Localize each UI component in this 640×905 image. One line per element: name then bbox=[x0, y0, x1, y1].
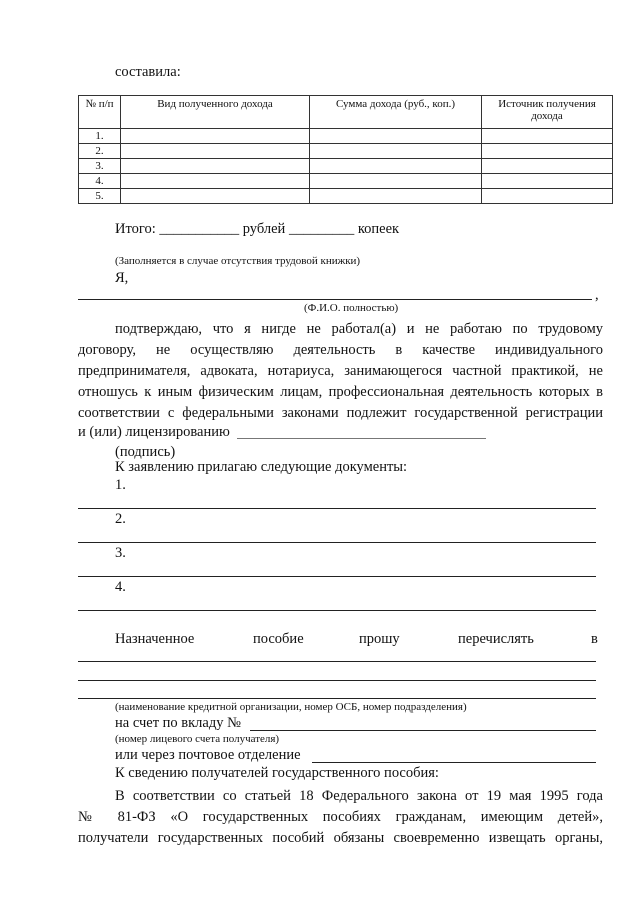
income-type-cell[interactable] bbox=[121, 129, 310, 144]
payment-word-1: Назначенное bbox=[115, 631, 195, 647]
payment-word-3: прошу bbox=[359, 631, 400, 647]
table-row bbox=[79, 129, 613, 144]
income-source-cell[interactable] bbox=[482, 174, 613, 189]
declaration-line-4: отношусь к иным физическим лицам, профессиональная деятельность которых в bbox=[78, 384, 603, 400]
notice-line-3: получатели государственных пособий обязаны своевременно извещать органы, bbox=[78, 830, 603, 846]
total-kop-blank[interactable]: _________ bbox=[288, 221, 355, 237]
header-income-sum: Сумма дохода (руб., коп.) bbox=[310, 96, 482, 129]
income-table bbox=[78, 95, 613, 204]
income-type-cell[interactable] bbox=[121, 174, 310, 189]
table-row bbox=[79, 174, 613, 189]
income-sum-cell[interactable] bbox=[310, 174, 482, 189]
declaration-line-5: соответствии с федеральными законами подлежит государственной регистрации bbox=[78, 405, 603, 421]
declaration-line-2: договору, не осуществляю деятельность в качестве индивидуального bbox=[78, 342, 603, 358]
declaration-line-3: предпринимателя, адвоката, нотариуса, занимающегося частной практикой, не bbox=[78, 363, 603, 379]
income-type-cell[interactable] bbox=[121, 189, 310, 204]
attachment-field-3[interactable] bbox=[78, 576, 596, 577]
bank-field-2[interactable] bbox=[78, 680, 596, 681]
header-income-source: Источник получения дохода bbox=[482, 96, 613, 129]
header-income-type: Вид полученного дохода bbox=[121, 96, 310, 129]
income-sum-cell[interactable] bbox=[310, 189, 482, 204]
attachments-title: К заявлению прилагаю следующие документы: bbox=[115, 459, 408, 475]
total-rub-unit: рублей bbox=[242, 221, 286, 237]
attachment-item-3: 3. bbox=[115, 545, 126, 561]
attachment-item-4: 4. bbox=[115, 579, 126, 595]
fio-comma: , bbox=[595, 287, 599, 303]
attachment-field-4[interactable] bbox=[78, 610, 596, 611]
income-source-cell[interactable] bbox=[482, 129, 613, 144]
table-row bbox=[79, 159, 613, 174]
attachment-item-2: 2. bbox=[115, 511, 126, 527]
income-source-cell[interactable] bbox=[482, 159, 613, 174]
total-rub-blank[interactable]: ___________ bbox=[159, 221, 240, 237]
table-row bbox=[79, 144, 613, 159]
income-type-cell[interactable] bbox=[121, 144, 310, 159]
note-no-workbook: (Заполняется в случае отсутствия трудовой книжки) bbox=[115, 255, 361, 267]
notice-line-1: В соответствии со статьей 18 Федерального закона от 19 мая 1995 года bbox=[115, 788, 603, 804]
notice-line-2: № 81-ФЗ «О государственных пособиях гражданам, имеющим детей», bbox=[78, 809, 603, 825]
table-row bbox=[79, 189, 613, 204]
total-label: Итого: bbox=[115, 221, 156, 237]
income-type-cell[interactable] bbox=[121, 159, 310, 174]
attachment-field-2[interactable] bbox=[78, 542, 596, 543]
signature-caption: (подпись) bbox=[115, 444, 176, 460]
income-sum-cell[interactable] bbox=[310, 129, 482, 144]
notice-title: К сведению получателей государственного пособия: bbox=[115, 765, 439, 781]
row-number: 5. bbox=[79, 189, 121, 204]
bank-field-3[interactable] bbox=[78, 698, 596, 699]
post-office-label: или через почтовое отделение bbox=[115, 747, 301, 763]
row-number: 3. bbox=[79, 159, 121, 174]
total-line bbox=[115, 221, 399, 238]
attachment-field-1[interactable] bbox=[78, 508, 596, 509]
total-kop-unit: копеек bbox=[357, 221, 400, 237]
ya-label: Я, bbox=[115, 270, 129, 286]
account-caption: (номер лицевого счета получателя) bbox=[115, 733, 280, 745]
payment-word-5: в bbox=[591, 631, 598, 647]
income-source-cell[interactable] bbox=[482, 144, 613, 159]
attachment-item-1: 1. bbox=[115, 477, 126, 493]
income-source-cell[interactable] bbox=[482, 189, 613, 204]
account-field[interactable] bbox=[250, 730, 596, 731]
income-sum-cell[interactable] bbox=[310, 159, 482, 174]
intro-text: составила: bbox=[115, 64, 181, 80]
bank-caption: (наименование кредитной организации, номер ОСБ, номер подразделения) bbox=[115, 701, 467, 713]
fio-caption: (Ф.И.О. полностью) bbox=[304, 302, 399, 314]
row-number: 1. bbox=[79, 129, 121, 144]
row-number: 4. bbox=[79, 174, 121, 189]
declaration-line-6: и (или) лицензированию bbox=[78, 424, 230, 440]
license-field[interactable] bbox=[237, 438, 486, 439]
fio-field[interactable] bbox=[78, 299, 592, 300]
income-sum-cell[interactable] bbox=[310, 144, 482, 159]
account-label: на счет по вкладу № bbox=[115, 715, 241, 731]
header-number: № п/п bbox=[79, 96, 121, 129]
bank-field-1[interactable] bbox=[78, 661, 596, 662]
payment-word-2: пособие bbox=[253, 631, 304, 647]
post-office-field[interactable] bbox=[312, 762, 596, 763]
payment-word-4: перечислять bbox=[458, 631, 534, 647]
income-table-header bbox=[79, 96, 613, 129]
declaration-line-1: подтверждаю, что я нигде не работал(а) и не работаю по трудовому bbox=[115, 321, 603, 337]
row-number: 2. bbox=[79, 144, 121, 159]
